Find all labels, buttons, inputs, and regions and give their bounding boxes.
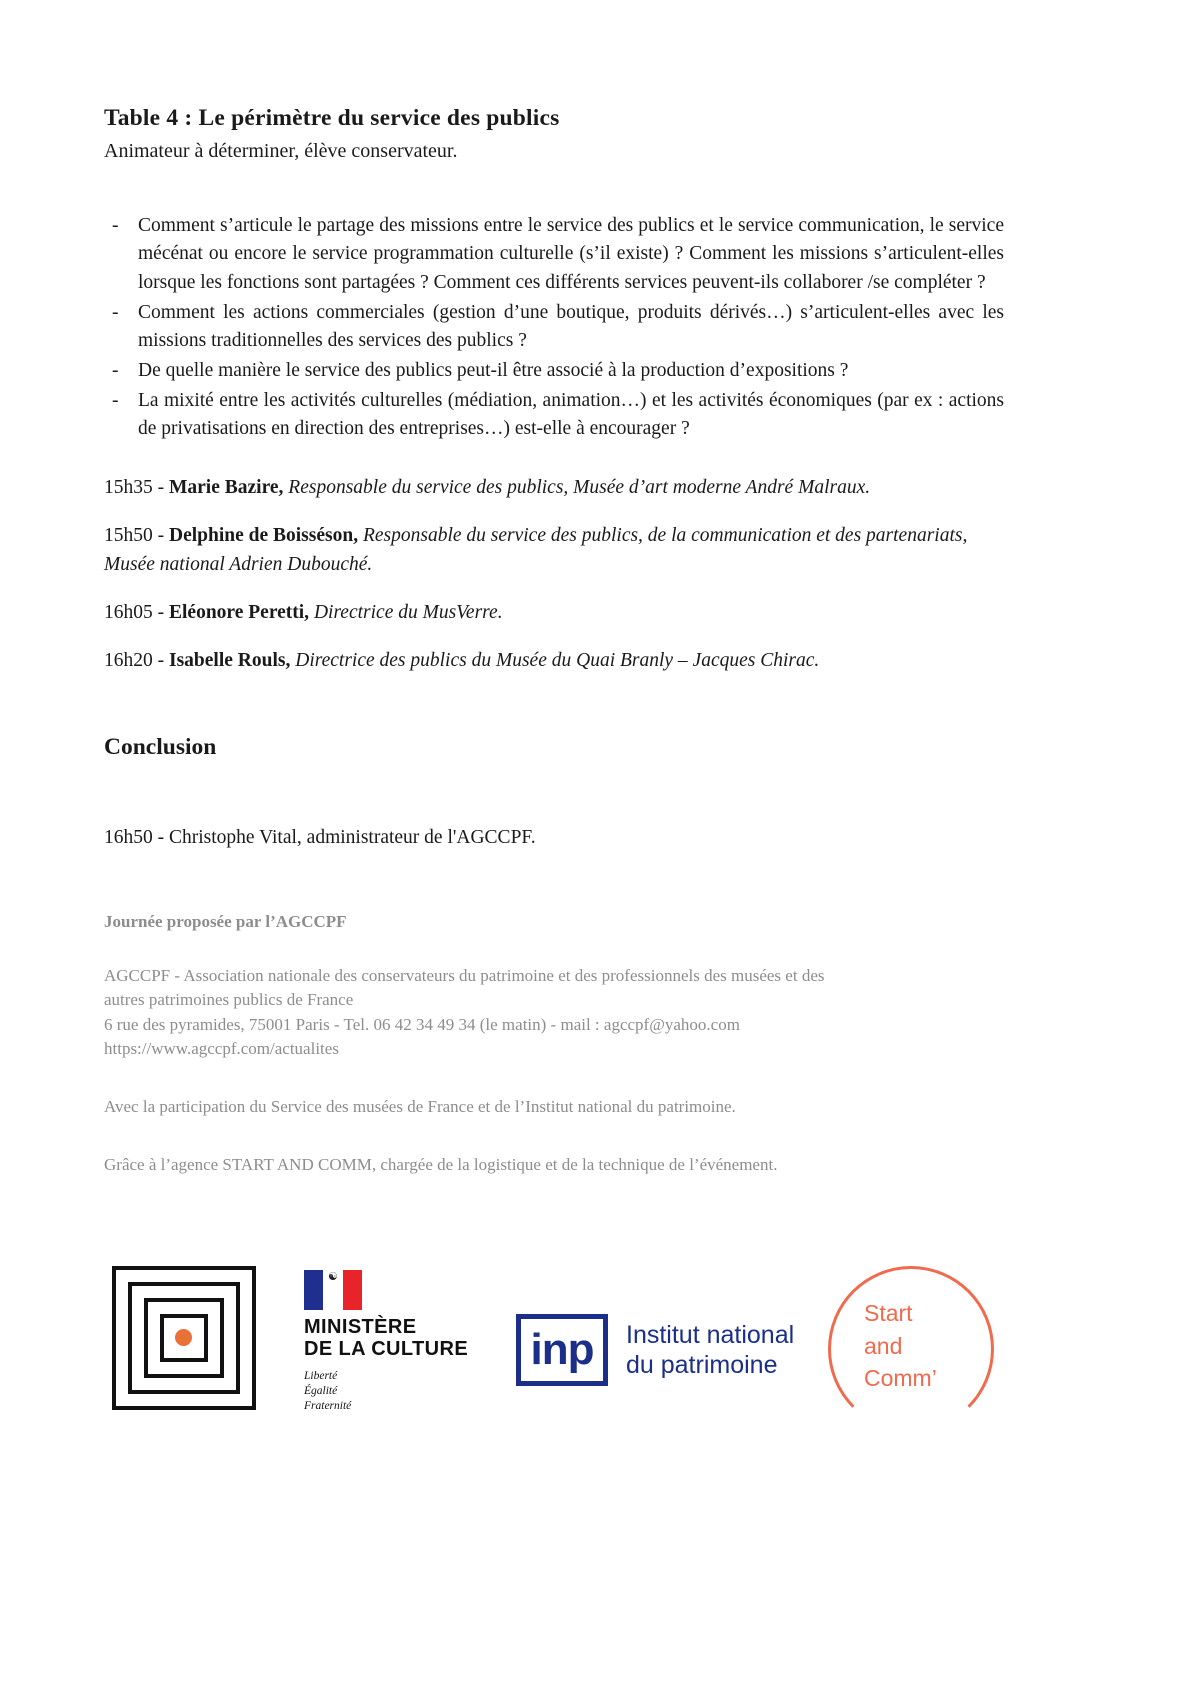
center-dot-icon <box>175 1329 192 1346</box>
inp-monogram: inp <box>516 1314 608 1386</box>
page-title: Table 4 : Le périmètre du service des publics <box>104 105 560 131</box>
bullet-dash: - <box>112 389 119 411</box>
devise-line-2: Égalité <box>304 1384 338 1397</box>
speaker-name: Isabelle Rouls, <box>169 649 291 671</box>
speaker-name: Marie Bazire, <box>169 477 284 498</box>
credits-agency: Grâce à l’agence START AND COMM, chargée de la logistique et de la technique de l’événement. <box>104 1154 778 1174</box>
speaker-role: Directrice du MusVerre. <box>309 601 503 623</box>
startcomm-line-1: Start <box>864 1300 913 1327</box>
speaker-time: 15h35 - <box>104 477 169 498</box>
inp-line-1: Institut national <box>626 1320 795 1349</box>
marianne-icon: ☯ <box>328 1271 338 1283</box>
question-text: La mixité entre les activités culturelles (médiation, animation…) et les activités économiques (par ex : actions de privatisations en direction des entreprises…) est-elle à encourager ? <box>138 389 1004 439</box>
bullet-dash: - <box>112 301 119 323</box>
credits-organisation <box>104 964 1004 1063</box>
list-item <box>104 299 1004 355</box>
devise-line-3: Fraternité <box>304 1400 352 1413</box>
conclusion-section <box>104 733 1004 852</box>
speaker-name: Delphine de Boisséson, <box>169 524 359 546</box>
credits-website-link[interactable]: https://www.agccpf.com/actualites <box>104 1039 339 1059</box>
list-item <box>104 598 1004 628</box>
devise-line-1: Liberté <box>304 1369 338 1382</box>
credits-org-line-2: autres patrimoines publics de France <box>104 990 354 1010</box>
ministere-line-2: DE LA CULTURE <box>304 1338 469 1361</box>
page-subtitle: Animateur à déterminer, élève conservateur. <box>104 140 458 163</box>
speaker-time: 16h05 - <box>104 601 169 623</box>
question-text: Comment les actions commerciales (gestion d’une boutique, produits dérivés…) s’articulent-elles avec les missions traditionnelles des services des publics ? <box>138 301 1004 351</box>
conclusion-role: administrateur de l'AGCCPF. <box>301 826 536 848</box>
credits-participation: Avec la participation du Service des musées de France et de l’Institut national du patrimoine. <box>104 1097 736 1117</box>
credits-section <box>104 910 1004 1178</box>
credits-org-line-1: AGCCPF - Association nationale des conservateurs du patrimoine et des professionnels des musées et des <box>104 965 825 985</box>
conclusion-heading: Conclusion <box>104 734 217 761</box>
ministere-culture-logo <box>304 1270 484 1414</box>
list-item <box>104 387 1004 443</box>
ministere-wordmark <box>304 1316 484 1361</box>
list-item <box>104 357 1004 385</box>
question-text: De quelle manière le service des publics peut-il être associé à la production d’expositions ? <box>138 359 849 381</box>
speaker-role: Responsable du service des publics, de la communication et des partenariats, Musée national Adrien Dubouché. <box>104 524 968 576</box>
inp-logo <box>516 1314 794 1386</box>
conclusion-name: Christophe Vital, <box>169 826 302 848</box>
inp-line-2: du patrimoine <box>626 1351 778 1379</box>
question-list <box>104 212 1004 443</box>
speaker-name: Eléonore Peretti, <box>169 601 310 623</box>
document-body <box>104 104 1004 1177</box>
devise-republicaine <box>304 1369 484 1415</box>
credits-contact-line: 6 rue des pyramides, 75001 Paris - Tel. 06 42 34 49 34 (le matin) - mail : agccpf@yahoo.com <box>104 1014 740 1034</box>
speaker-role: Responsable du service des publics, Musée d’art moderne André Malraux. <box>283 477 871 498</box>
speaker-time: 15h50 - <box>104 524 169 546</box>
start-and-comm-logo <box>828 1266 988 1426</box>
speaker-list <box>104 473 1004 675</box>
list-item <box>104 646 1004 676</box>
french-flag-icon <box>304 1270 362 1310</box>
list-item <box>104 212 1004 296</box>
list-item <box>104 473 1004 503</box>
conclusion-entry <box>104 823 1004 852</box>
start-and-comm-wordmark <box>828 1266 988 1426</box>
speaker-role: Directrice des publics du Musée du Quai Branly – Jacques Chirac. <box>290 649 820 671</box>
startcomm-line-3: Comm’ <box>864 1365 937 1392</box>
list-item <box>104 521 1004 580</box>
inp-wordmark <box>626 1320 794 1381</box>
ministere-line-1: MINISTÈRE <box>304 1316 417 1338</box>
question-text: Comment s’articule le partage des missions entre le service des publics et le service communication, le service mécénat ou encore le service programmation culturelle (s’il existe) ? Comment les missions s’articulent-elles lorsque les fonctions sont partagées ? Comment ces différents services peuvent-ils collaborer /se compléter ? <box>138 215 1004 293</box>
agccpf-logo <box>112 1266 256 1410</box>
bullet-dash: - <box>112 359 119 381</box>
conclusion-time: 16h50 - <box>104 826 169 848</box>
startcomm-line-2: and <box>864 1332 903 1359</box>
speaker-time: 16h20 - <box>104 649 169 671</box>
bullet-dash: - <box>112 215 119 237</box>
credits-heading: Journée proposée par l’AGCCPF <box>104 911 347 931</box>
logo-row <box>104 1258 1024 1438</box>
